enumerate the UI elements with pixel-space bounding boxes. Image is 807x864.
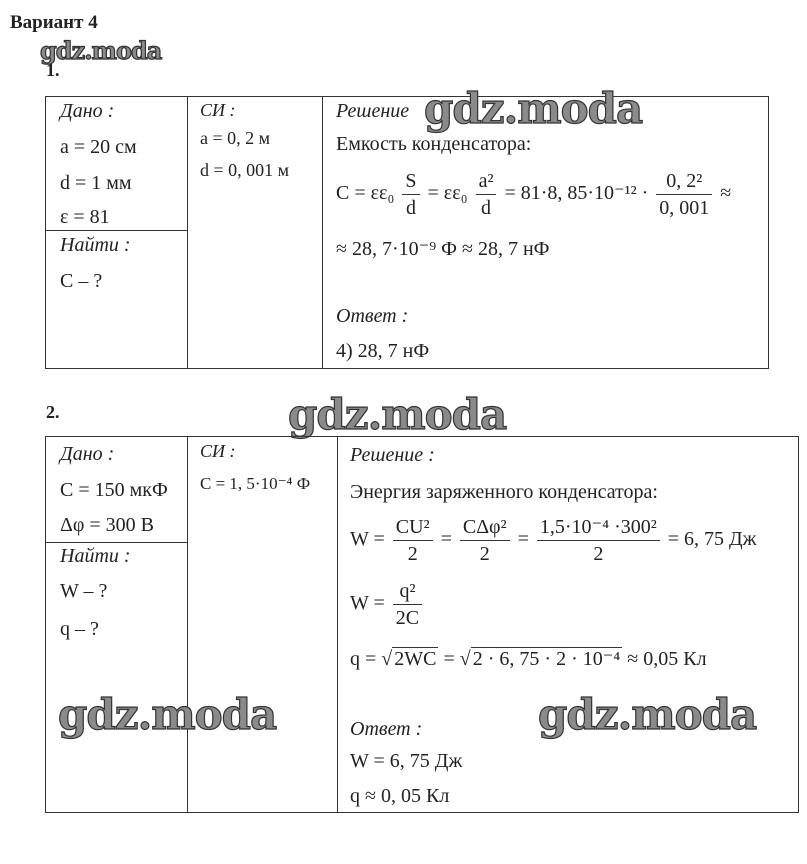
numerator: CU² [393,514,433,541]
numerator: CΔφ² [460,514,510,541]
formula-part: W = [350,592,385,615]
given-label: Дано : [60,100,115,122]
given-item: a = 20 см [60,136,137,158]
divider [45,230,187,231]
denominator: 0, 001 [659,197,710,219]
fraction [460,514,510,567]
formula-part: W = [350,528,385,551]
divider [45,542,187,543]
watermark: gdz.moda [40,36,162,65]
denominator: 2C [395,607,420,629]
divider [187,436,188,813]
si-label: СИ : [200,100,236,120]
fraction [656,168,712,221]
formula-energy [350,514,757,567]
radicand: 2WC [394,648,437,670]
denominator: 2 [593,543,604,565]
solution-label: Решение : [350,444,435,466]
numerator: S [402,168,419,195]
given-item: C = 150 мкФ [60,479,168,501]
denominator: d [405,197,416,219]
denominator: 2 [407,543,418,565]
formula-part: = [440,528,452,551]
watermark: gdz.moda [288,390,507,439]
solution-heading: Энергия заряженного конденсатора: [350,481,658,503]
si-item: a = 0, 2 м [200,128,271,148]
formula-capacitance [336,168,731,221]
fraction [393,514,433,567]
given-item: ε = 81 [60,206,110,228]
problem-2-number: 2. [46,402,60,422]
given-item: Δφ = 300 В [60,514,155,536]
find-item: C – ? [60,270,103,292]
divider [337,436,338,813]
answer-label: Ответ : [350,718,423,740]
watermark: gdz.moda [58,690,277,739]
answer-label: Ответ : [336,305,409,327]
fraction [402,168,419,221]
fraction [393,578,422,631]
formula-part: ≈ 0,05 Кл [627,648,707,670]
numerator: q² [393,578,422,605]
given-label: Дано : [60,443,115,465]
formula-part: = εε₀ [427,182,468,205]
denominator: d [481,197,492,219]
si-item: C = 1, 5·10⁻⁴ Ф [200,474,311,493]
find-item: W – ? [60,580,108,602]
solution-label: Решение [336,100,410,122]
formula-part: q = √ [350,648,393,670]
find-item: q – ? [60,618,99,640]
divider [322,96,323,369]
divider [187,96,188,369]
numerator: 1,5·10⁻⁴ ·300² [537,514,660,541]
si-item: d = 0, 001 м [200,160,290,180]
formula-part: C = εε₀ [336,182,395,205]
formula-energy-charge [350,578,425,631]
fraction [537,514,660,567]
formula-part: = √ [443,648,471,670]
numerator: 0, 2² [656,168,712,195]
formula-part: = 6, 75 Дж [667,528,757,551]
denominator: 2 [479,543,490,565]
watermark: gdz.moda [424,84,643,133]
si-label: СИ : [200,441,236,461]
formula-part: ≈ [720,182,732,205]
find-label: Найти : [60,545,131,567]
watermark: gdz.moda [538,690,757,739]
answer: W = 6, 75 Дж [350,750,463,772]
solution-heading: Емкость конденсатора: [336,133,532,155]
formula-result: ≈ 28, 7·10⁻⁹ Ф ≈ 28, 7 нФ [336,238,550,260]
formula-charge [350,646,707,671]
given-item: d = 1 мм [60,172,132,194]
answer: 4) 28, 7 нФ [336,340,430,362]
formula-part: = 81·8, 85·10⁻¹² · [504,182,649,205]
problem-1-number: 1. [46,60,60,80]
radicand: 2 · 6, 75 · 2 · 10⁻⁴ [472,648,621,670]
numerator: a² [476,168,497,195]
formula-part: = [517,528,529,551]
find-label: Найти : [60,234,131,256]
answer: q ≈ 0, 05 Кл [350,785,450,807]
variant-title: Вариант 4 [10,12,98,33]
fraction [476,168,497,221]
